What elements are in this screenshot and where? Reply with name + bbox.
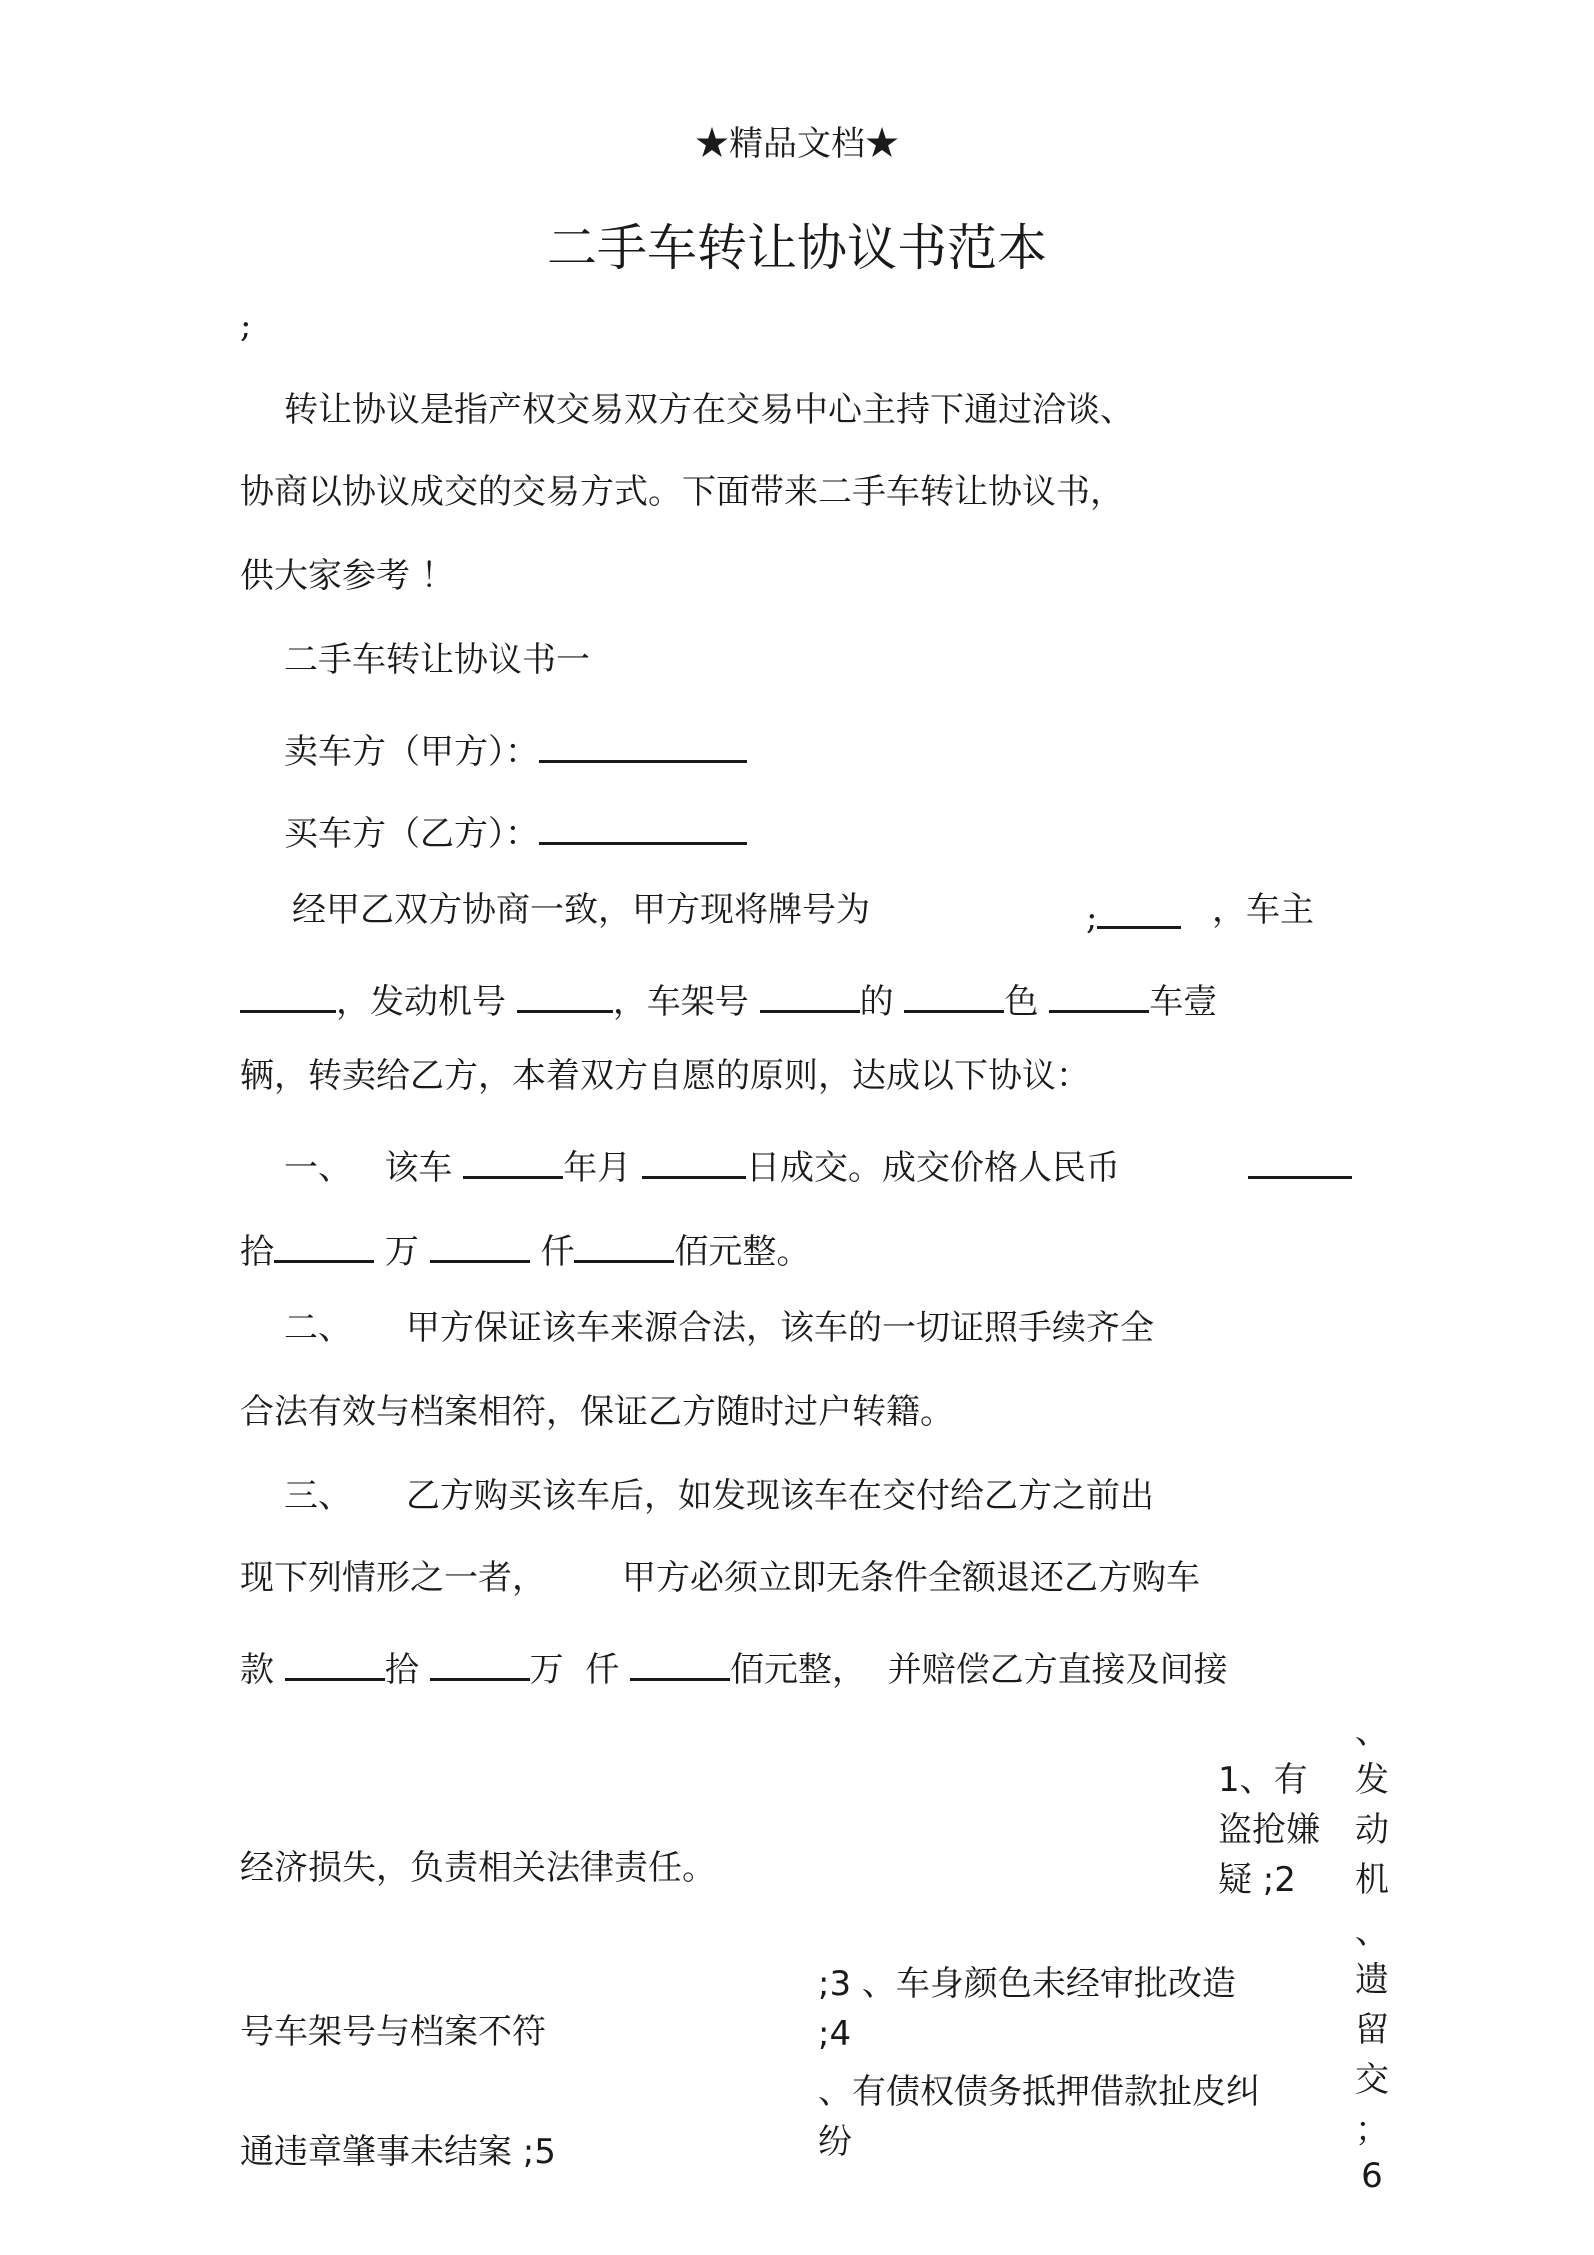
day-blank[interactable] [642, 1140, 746, 1179]
wan-blank[interactable] [430, 1224, 530, 1263]
owner-blank[interactable] [240, 974, 336, 1013]
clause2-text-1: 甲方保证该车来源合法，该车的一切证照手续齐全 [406, 1308, 1155, 1348]
vertical-col-1: 、 [1355, 1712, 1389, 1752]
broken-mid-7: 纷 [818, 2122, 852, 2162]
color-label: 色 [1004, 982, 1039, 1022]
para1-semicolon: ; [1086, 898, 1098, 938]
vertical-col-6: 遗 [1355, 1960, 1389, 2000]
buyer-label: 买车方（乙方）： [284, 814, 539, 854]
vertical-col-7: 留 [1355, 2010, 1389, 2050]
refund-qian-blank[interactable] [630, 1642, 730, 1681]
para1-line-2 [240, 974, 1217, 1022]
seller-line [284, 724, 747, 772]
plate-blank[interactable] [1097, 890, 1181, 929]
year-blank[interactable] [463, 1140, 563, 1179]
clause3-number: 三、 [284, 1476, 352, 1516]
clause1-car-label: 该车 [384, 1148, 453, 1188]
qian-blank[interactable] [574, 1224, 674, 1263]
broken-left-1: 经济损失，负责相关法律责任。 [240, 1848, 716, 1888]
broken-mid-4: ;3 、车身颜色未经审批改造 [818, 1964, 1236, 2004]
section-title: 二手车转让协议书一 [284, 640, 590, 680]
seller-label: 卖车方（甲方）： [284, 732, 539, 772]
broken-left-2: 号车架号与档案不符 [240, 2012, 546, 2052]
page-header: ★精品文档★ [695, 124, 899, 164]
refund-ten-blank[interactable] [285, 1642, 385, 1681]
para1-line-1b [1086, 890, 1181, 938]
vertical-col-9: ； [1355, 2110, 1389, 2150]
broken-mid-3: 疑 ;2 [1218, 1860, 1296, 1900]
refund-bai-label: 佰元整， [730, 1650, 867, 1690]
price-blank[interactable] [1248, 1140, 1352, 1179]
clause2-line-2: 合法有效与档案相符，保证乙方随时过户转籍。 [240, 1392, 954, 1432]
compensation-text: 并赔偿乙方直接及间接 [887, 1650, 1228, 1690]
stray-semicolon: ; [240, 306, 252, 346]
vertical-col-10: 6 [1361, 2156, 1383, 2196]
wan-label: 万 [384, 1232, 419, 1272]
refund-wan-blank[interactable] [430, 1642, 530, 1681]
vertical-col-3: 动 [1355, 1810, 1389, 1850]
vertical-col-8: 交 [1355, 2060, 1389, 2100]
price-label: 日成交。成交价格人民币 [746, 1148, 1121, 1188]
price-blank-wrap [1248, 1140, 1352, 1188]
vertical-col-2: 发 [1355, 1760, 1389, 1800]
kuan-label: 款 [240, 1650, 274, 1690]
frame-label: ，车架号 [612, 982, 749, 1022]
car-one-label: 车壹 [1149, 982, 1218, 1022]
broken-left-3: 通违章肇事未结案 ;5 [240, 2132, 556, 2172]
qian-label: 仟 [540, 1232, 575, 1272]
refund-ten-label: 拾 [384, 1650, 419, 1690]
broken-mid-1: 1、有 [1218, 1760, 1308, 1800]
intro-line-2: 协商以协议成交的交易方式。下面带来二手车转让协议书， [240, 472, 1124, 512]
clause1-number: 一、 [284, 1148, 352, 1188]
broken-mid-6: 、有债权债务抵押借款扯皮纠 [818, 2072, 1260, 2112]
clause1-line-2 [240, 1224, 810, 1272]
model-blank[interactable] [1049, 974, 1149, 1013]
clause2-line-1 [284, 1308, 1154, 1348]
ten-blank[interactable] [274, 1224, 374, 1263]
frame-blank[interactable] [760, 974, 860, 1013]
engine-label: ，发动机号 [336, 982, 506, 1022]
intro-line-1: 转让协议是指产权交易双方在交易中心主持下通过洽谈、 [284, 390, 1134, 430]
clause1-line-1 [284, 1140, 1120, 1188]
clause2-number: 二、 [284, 1308, 352, 1348]
bai-label: 佰元整。 [674, 1232, 811, 1272]
clause3-line-2b: 甲方必须立即无条件全额退还乙方购车 [622, 1558, 1200, 1598]
vertical-col-5: 、 [1355, 1912, 1389, 1952]
year-month-label: 年月 [563, 1148, 632, 1188]
buyer-line [284, 806, 747, 854]
refund-wan-label: 万 [529, 1650, 564, 1690]
buyer-blank[interactable] [539, 806, 747, 845]
refund-qian-label: 仟 [585, 1650, 620, 1690]
vertical-col-4: 机 [1355, 1860, 1389, 1900]
clause3-line-1 [284, 1476, 1154, 1516]
broken-mid-5: ;4 [818, 2014, 852, 2054]
clause3-line-3 [240, 1642, 1228, 1690]
clause3-line-2a: 现下列情形之一者， [240, 1558, 546, 1598]
of-label: 的 [859, 982, 894, 1022]
color-blank[interactable] [904, 974, 1004, 1013]
broken-mid-2: 盗抢嫌 [1218, 1810, 1320, 1850]
intro-line-3: 供大家参考 ！ [240, 556, 455, 596]
owner-label: ，车主 [1212, 890, 1314, 930]
para1-line-1a: 经甲乙双方协商一致，甲方现将牌号为 [292, 890, 870, 930]
ten-label: 拾 [240, 1232, 274, 1272]
seller-blank[interactable] [539, 724, 747, 763]
para1-line-3: 辆，转卖给乙方，本着双方自愿的原则，达成以下协议： [240, 1056, 1090, 1096]
engine-blank[interactable] [517, 974, 613, 1013]
document-title: 二手车转让协议书范本 [547, 219, 1047, 277]
clause3-text-1: 乙方购买该车后，如发现该车在交付给乙方之前出 [406, 1476, 1155, 1516]
